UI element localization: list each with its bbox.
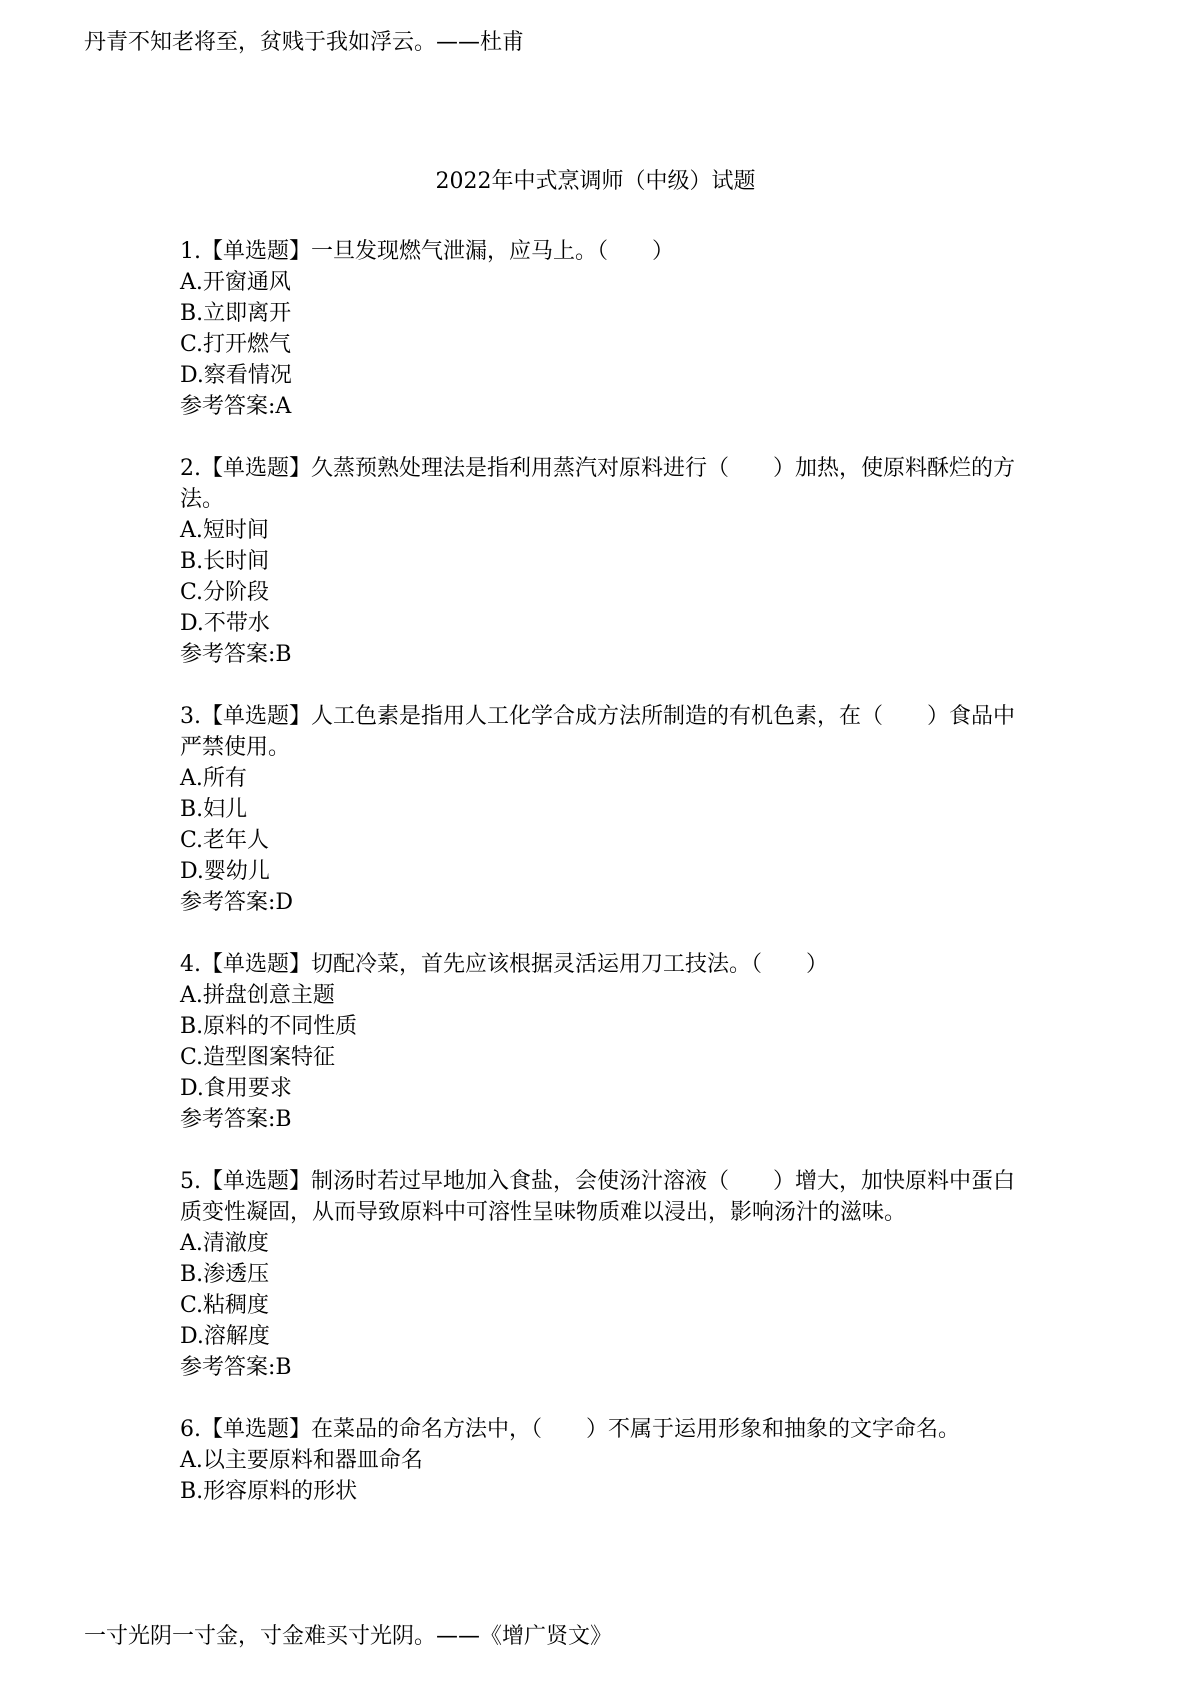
- question-5: [180, 1166, 1020, 1383]
- option-b: B.形容原料的形状: [180, 1479, 358, 1504]
- reference-answer: 参考答案:D: [180, 890, 294, 915]
- option-c: C.分阶段: [180, 580, 270, 605]
- option-c: C.造型图案特征: [180, 1045, 336, 1070]
- reference-answer: 参考答案:B: [180, 642, 292, 667]
- question-stem: 6.【单选题】在菜品的命名方法中，（ ）不属于运用形象和抽象的文字命名。: [180, 1417, 960, 1442]
- question-stem: 5.【单选题】制汤时若过早地加入食盐，会使汤汁溶液（ ）增大，加快原料中蛋白质变性凝固，从而导致原料中可溶性呈味物质难以浸出，影响汤汁的滋味。: [180, 1169, 1015, 1225]
- option-a: A.以主要原料和器皿命名: [180, 1448, 423, 1473]
- question-stem: 2.【单选题】久蒸预熟处理法是指利用蒸汽对原料进行（ ）加热，使原料酥烂的方法。: [180, 456, 1015, 512]
- option-d: D.食用要求: [180, 1076, 292, 1101]
- question-1: [180, 236, 1020, 422]
- option-b: B.渗透压: [180, 1262, 270, 1287]
- option-c: C.粘稠度: [180, 1293, 270, 1318]
- question-2: [180, 453, 1020, 670]
- reference-answer: 参考答案:A: [180, 394, 292, 419]
- option-b: B.立即离开: [180, 301, 292, 326]
- page-title: 2022年中式烹调师（中级）试题: [435, 169, 756, 194]
- question-3: [180, 701, 1020, 918]
- footer-quote: 一寸光阴一寸金，寸金难买寸光阴。——《增广贤文》: [84, 1624, 613, 1649]
- question-stem: 3.【单选题】人工色素是指用人工化学合成方法所制造的有机色素，在（ ）食品中严禁使用。: [180, 704, 1015, 760]
- option-c: C.打开燃气: [180, 332, 292, 357]
- option-a: A.所有: [180, 766, 247, 791]
- option-c: C.老年人: [180, 828, 270, 853]
- option-a: A.短时间: [180, 518, 269, 543]
- option-d: D.婴幼儿: [180, 859, 270, 884]
- option-d: D.溶解度: [180, 1324, 270, 1349]
- option-b: B.长时间: [180, 549, 270, 574]
- reference-answer: 参考答案:B: [180, 1355, 292, 1380]
- question-6: [180, 1414, 1020, 1507]
- option-a: A.清澈度: [180, 1231, 269, 1256]
- question-stem: 4.【单选题】切配冷菜，首先应该根据灵活运用刀工技法。（ ）: [180, 952, 828, 977]
- question-list: [180, 236, 1020, 1538]
- option-b: B.妇儿: [180, 797, 248, 822]
- reference-answer: 参考答案:B: [180, 1107, 292, 1132]
- option-a: A.拼盘创意主题: [180, 983, 335, 1008]
- option-d: D.察看情况: [180, 363, 292, 388]
- question-stem: 1.【单选题】一旦发现燃气泄漏，应马上。（ ）: [180, 239, 674, 264]
- option-b: B.原料的不同性质: [180, 1014, 358, 1039]
- question-4: [180, 949, 1020, 1135]
- option-a: A.开窗通风: [180, 270, 291, 295]
- option-d: D.不带水: [180, 611, 270, 636]
- header-quote: 丹青不知老将至，贫贱于我如浮云。——杜甫: [84, 30, 525, 55]
